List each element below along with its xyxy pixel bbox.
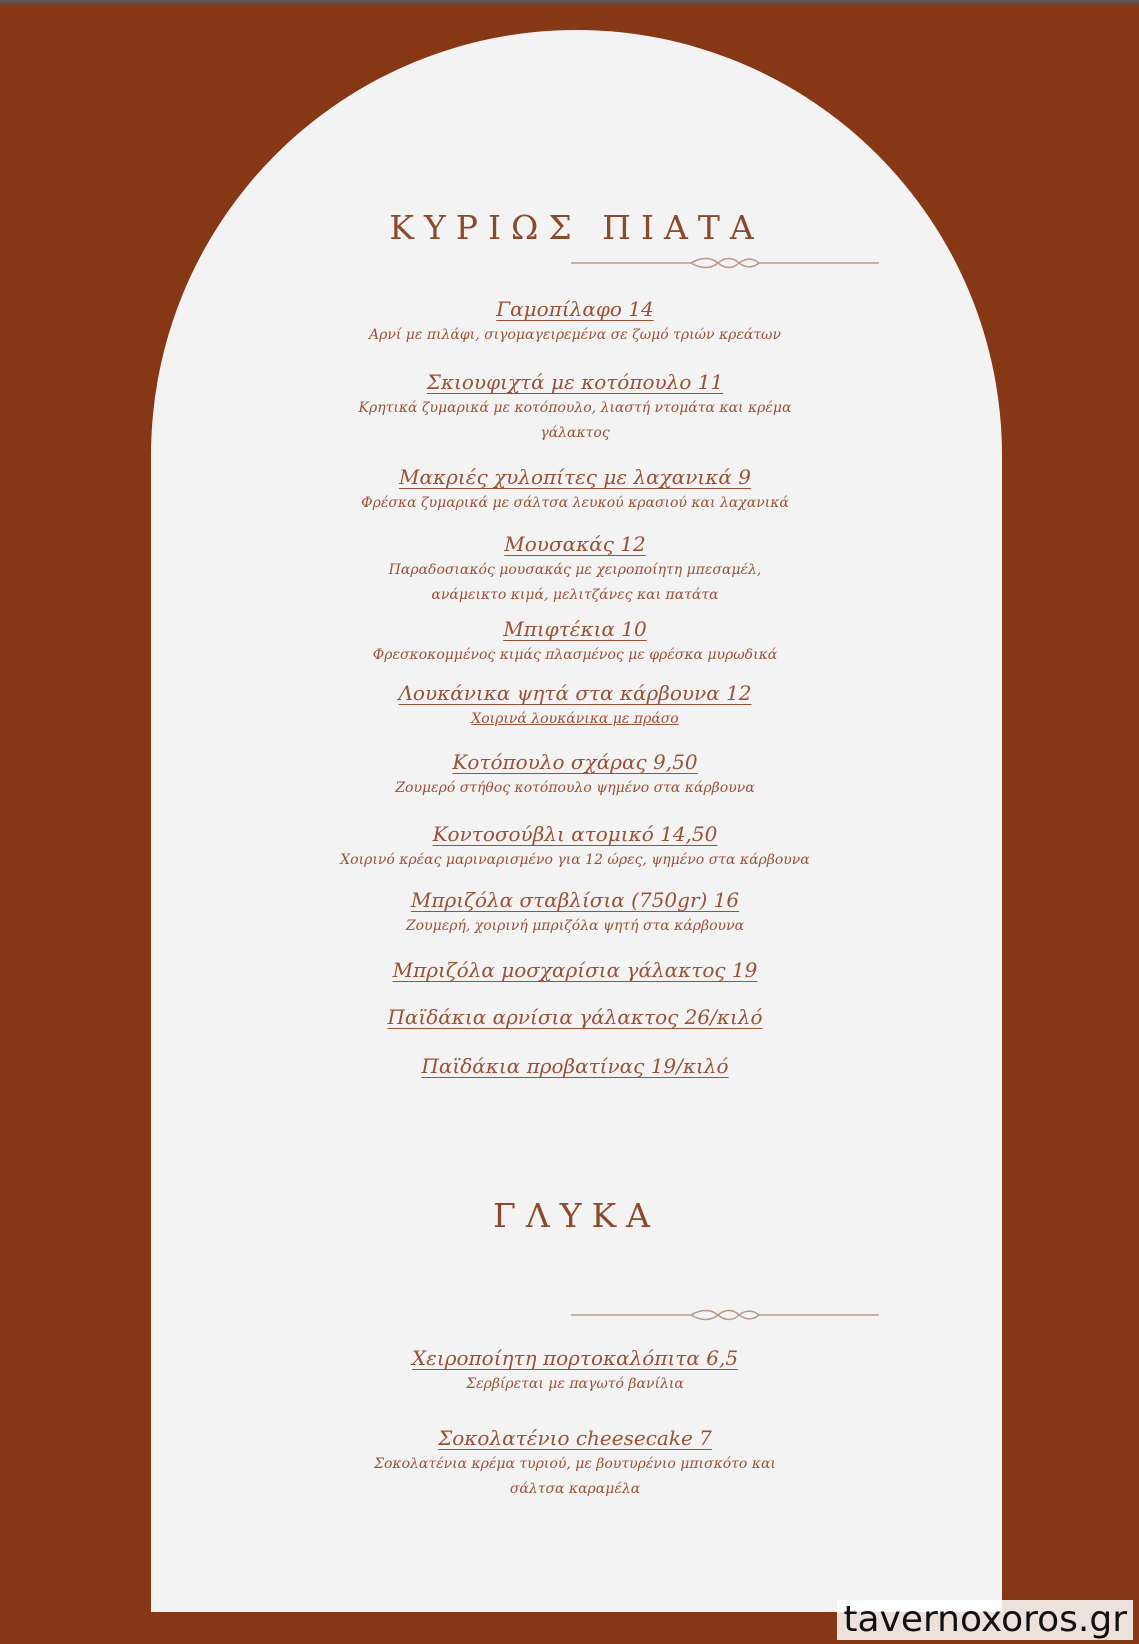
item-desc: Χοιρινά λουκάνικα με πράσο	[471, 711, 679, 727]
item-name: Κοτόπουλο σχάρας 9,50	[452, 750, 698, 774]
item-desc: Κρητικά ζυμαρικά με κοτόπουλο, λιαστή ντομάτα και κρέμα γάλακτος	[358, 400, 792, 441]
item-name: Σκιουφιχτά με κοτόπουλο 11	[426, 370, 724, 394]
item-desc: Φρεσκοκομμένος κιμάς πλασμένος με φρέσκα μυρωδικά	[372, 647, 778, 663]
top-edge	[0, 0, 1139, 6]
list-item	[300, 1344, 850, 1397]
desserts-title: ΓΛΥΚΑ	[493, 1196, 660, 1235]
item-name: Παϊδάκια αρνίσια γάλακτος 26/κιλό	[387, 1005, 763, 1029]
item-name: Μπριζόλα σταβλίσια (750gr) 16	[410, 888, 740, 912]
item-name: Μακριές χυλοπίτες με λαχανικά 9	[399, 465, 751, 489]
list-item	[300, 530, 850, 608]
list-item	[300, 748, 850, 801]
list-item	[300, 295, 850, 348]
item-desc: Ζουμερό στήθος κοτόπουλο ψημένο στα κάρβουνα	[395, 780, 755, 796]
list-item	[300, 820, 850, 873]
list-item	[300, 463, 850, 516]
ornament-divider-icon	[571, 256, 879, 270]
list-item	[300, 615, 850, 668]
item-name: Παϊδάκια προβατίνας 19/κιλό	[421, 1054, 729, 1078]
list-item	[300, 956, 850, 984]
item-name: Λουκάνικα ψητά στα κάρβουνα 12	[398, 681, 752, 705]
menu-arch-panel	[151, 30, 1002, 1612]
list-item	[300, 886, 850, 939]
item-name: Μπριζόλα μοσχαρίσια γάλακτος 19	[392, 958, 758, 982]
item-desc: Σοκολατένια κρέμα τυριού, με βουτυρένιο μπισκότο και σάλτσα καραμέλα	[374, 1456, 776, 1497]
ornament-divider-icon	[571, 1308, 879, 1322]
item-desc: Παραδοσιακός μουσακάς με χειροποίητη μπεσαμέλ, ανάμεικτο κιμά, μελιτζάνες και πατάτα	[388, 562, 762, 603]
item-desc: Ζουμερή, χοιρινή μπριζόλα ψητή στα κάρβουνα	[405, 918, 745, 934]
site-watermark: tavernoxoros.gr	[837, 1600, 1133, 1640]
item-name: Σοκολατένιο cheesecake 7	[438, 1426, 712, 1450]
list-item	[300, 1003, 850, 1031]
item-name: Κοντοσούβλι ατομικό 14,50	[432, 822, 718, 846]
main-courses-title: ΚΥΡΙΩΣ ΠΙΑΤΑ	[389, 208, 764, 247]
item-desc: Χοιρινό κρέας μαριναρισμένο για 12 ώρες, ψημένο στα κάρβουνα	[340, 852, 810, 868]
list-item	[300, 679, 850, 732]
item-desc: Σερβίρεται με παγωτό βανίλια	[466, 1376, 684, 1392]
item-name: Μουσακάς 12	[504, 532, 646, 556]
item-desc: Αρνί με πιλάφι, σιγομαγειρεμένα σε ζωμό τριών κρεάτων	[369, 327, 781, 343]
item-name: Μπιφτέκια 10	[503, 617, 647, 641]
list-item	[300, 368, 850, 446]
item-name: Χειροποίητη πορτοκαλόπιτα 6,5	[411, 1346, 739, 1370]
list-item	[300, 1052, 850, 1080]
item-name: Γαμοπίλαφο 14	[496, 297, 654, 321]
list-item	[300, 1424, 850, 1502]
item-desc: Φρέσκα ζυμαρικά με σάλτσα λευκού κρασιού και λαχανικά	[361, 495, 789, 511]
